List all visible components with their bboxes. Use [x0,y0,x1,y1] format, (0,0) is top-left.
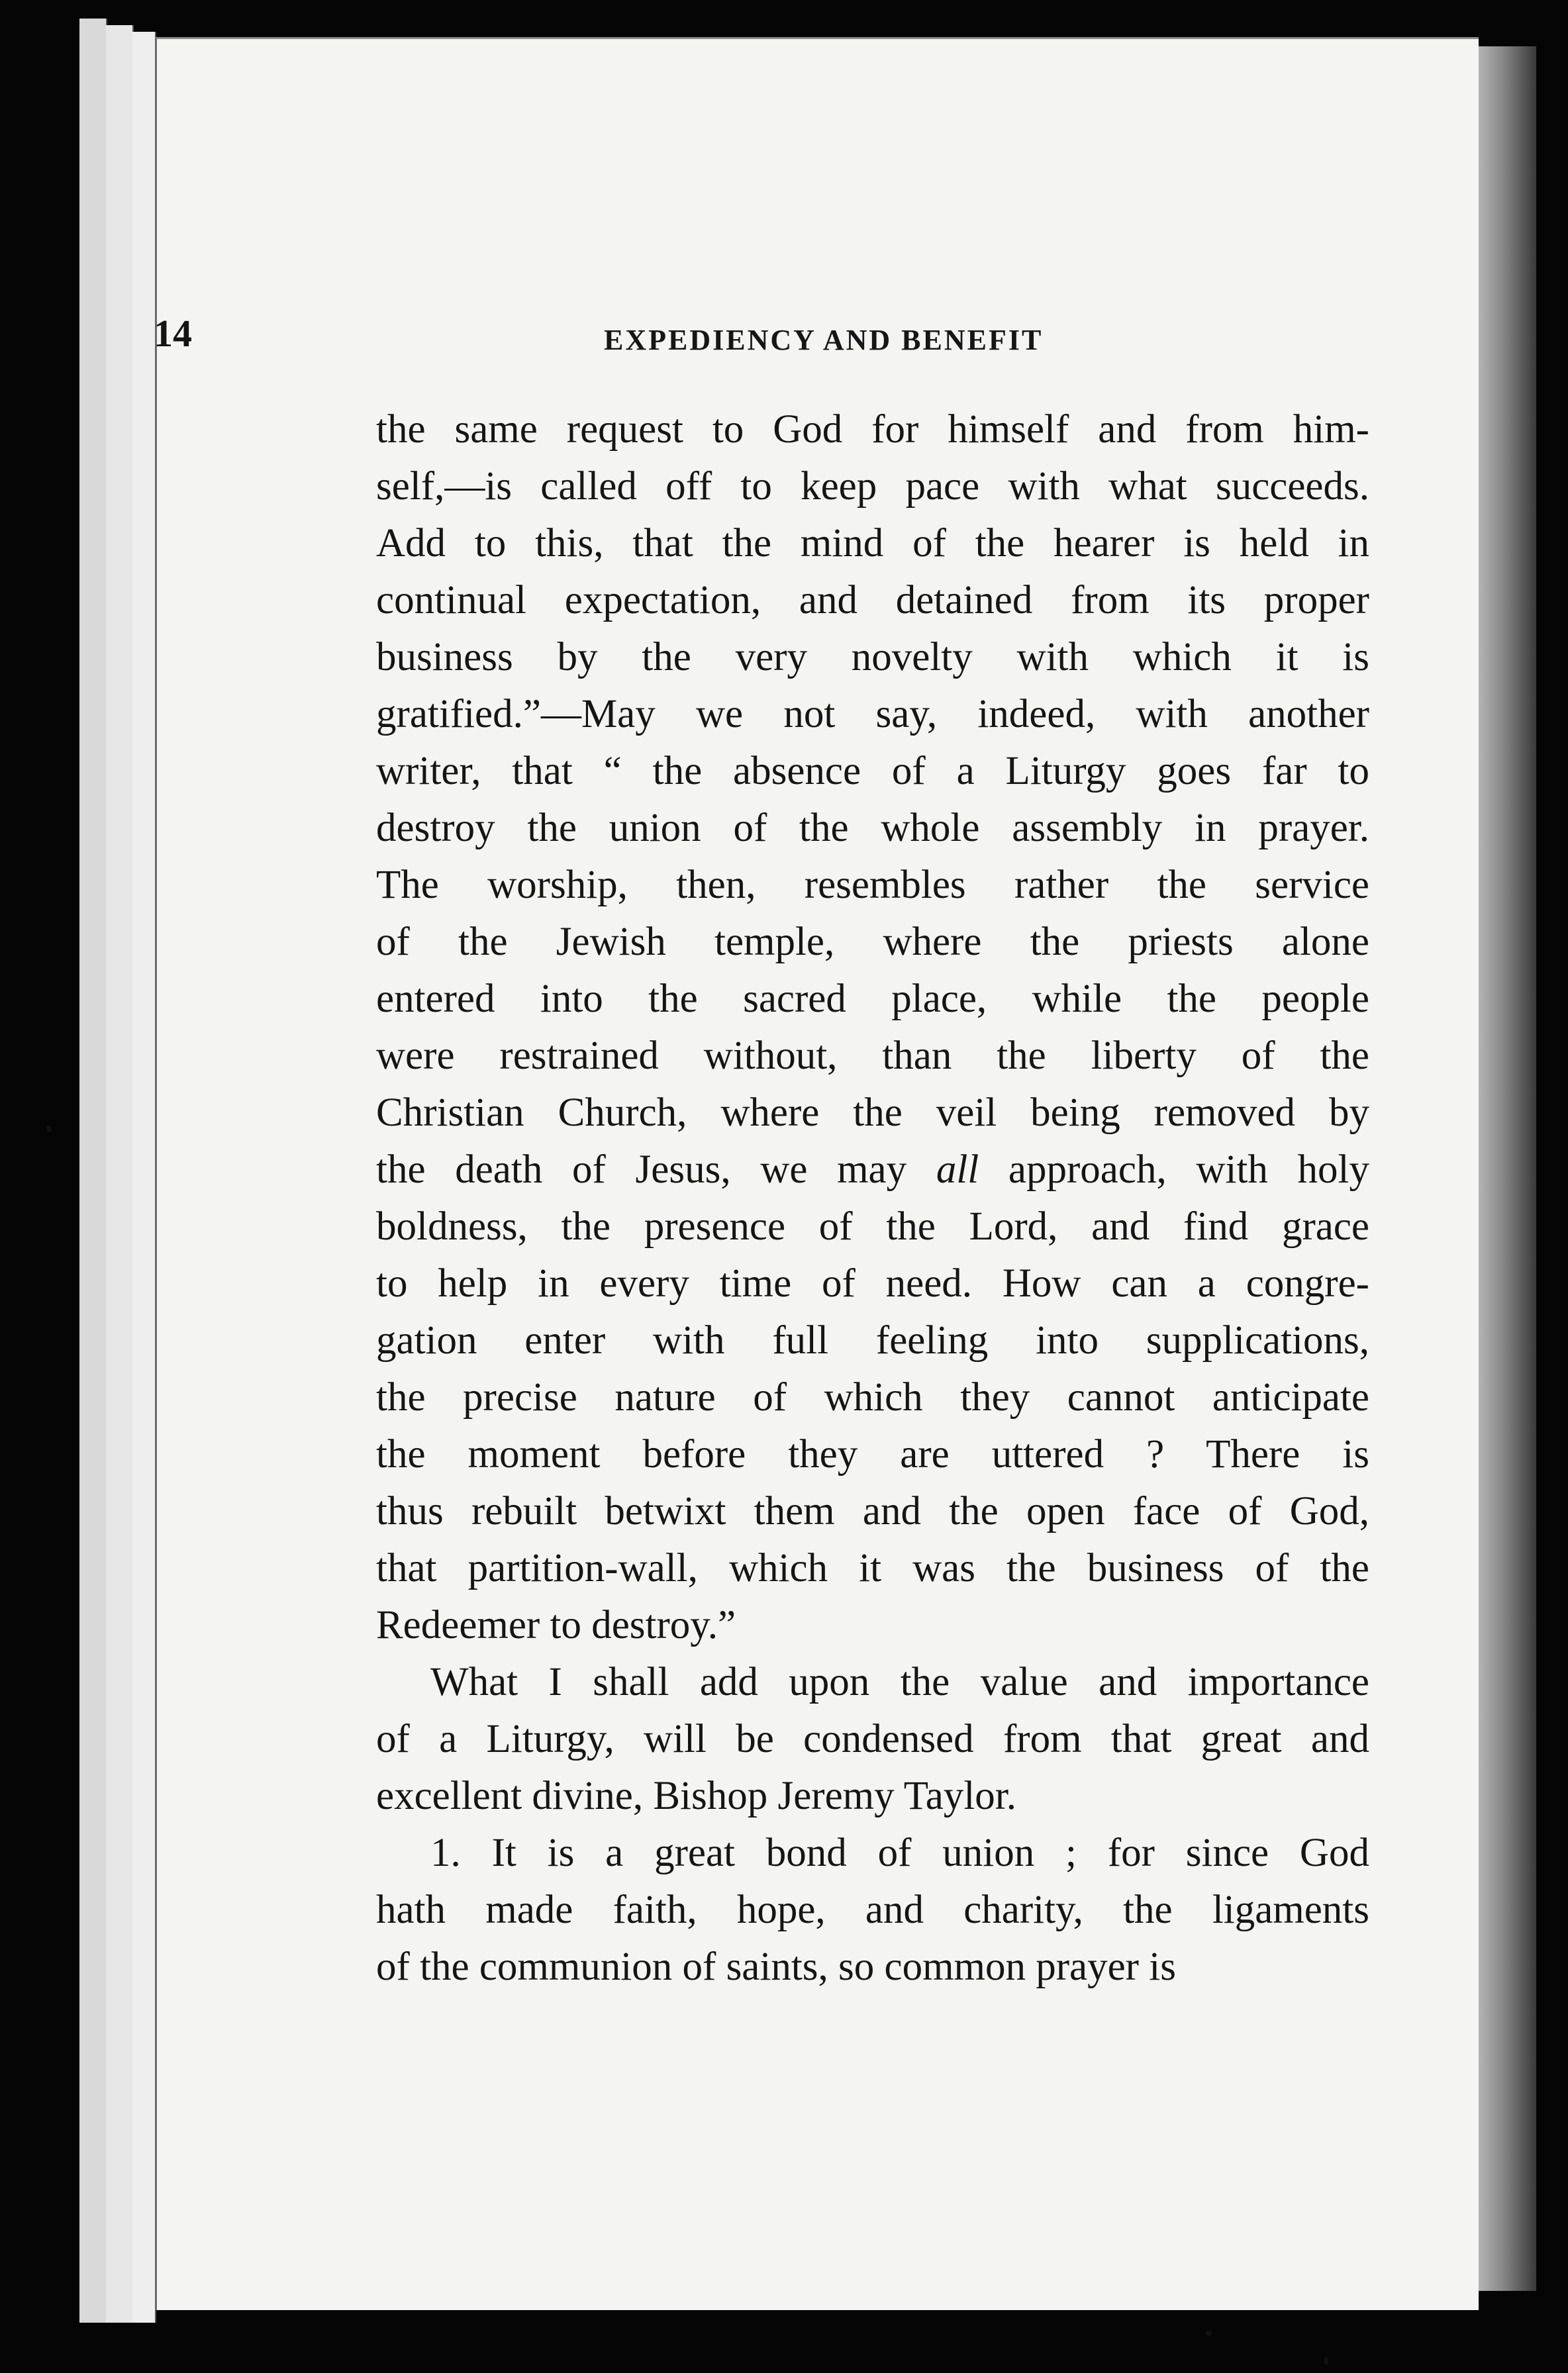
text-line: of the communion of saints, so common prayer is [376,1945,1176,1989]
text-line: What I shall add upon the value and importance [430,1660,1369,1704]
text-line: the moment before they are uttered ? There is [376,1432,1369,1477]
page-number: 14 [154,312,192,355]
text-line: continual expectation, and detained from its proper [376,578,1369,622]
text-line: 1. It is a great bond of union ; for since God [430,1831,1369,1875]
text-line: writer, that “ the absence of a Liturgy goes far to [376,749,1369,793]
text-line: gratified.”—May we not say, indeed, with another [376,692,1369,736]
text-line: boldness, the presence of the Lord, and find grace [376,1204,1369,1249]
paragraph [376,1825,1369,1996]
text-line: that partition-wall, which it was the business of the [376,1546,1369,1590]
text-line: to help in every time of need. How can a congre- [376,1261,1369,1306]
text-line: Redeemer to destroy.” [376,1603,736,1647]
scan-speck [46,1126,52,1132]
text-line: of a Liturgy, will be condensed from that great and [376,1717,1369,1761]
text-line: of the Jewish temple, where the priests alone [376,920,1369,964]
text-line: The worship, then, resembles rather the service [376,863,1369,907]
text-line: Add to this, that the mind of the hearer is held in [376,521,1369,565]
text-line: the precise nature of which they cannot anticipate [376,1375,1369,1420]
text-line: gation enter with full feeling into supplications, [376,1318,1369,1363]
text-line: were restrained without, than the liberty of the [376,1034,1369,1078]
text-line: thus rebuilt betwixt them and the open face of God, [376,1489,1369,1533]
text-line: hath made faith, hope, and charity, the ligaments [376,1888,1369,1932]
text-line: destroy the union of the whole assembly in prayer. [376,806,1369,850]
right-page-edge-shadow [1473,46,1536,2291]
text-line: entered into the sacred place, while the people [376,977,1369,1021]
scan-speck [1324,2357,1328,2365]
text-line: business by the very novelty with which it is [376,635,1369,679]
text-line: the same request to God for himself and from him- [376,407,1369,452]
body-text [376,401,1369,1996]
text-line: excellent divine, Bishop Jeremy Taylor. [376,1774,1017,1818]
text-line: Christian Church, where the veil being removed by [376,1090,1369,1135]
paragraph [376,1654,1369,1825]
page-edge [79,19,107,2323]
text-line: self,—is called off to keep pace with what succeeds. [376,464,1369,508]
scan-speck [1205,2331,1212,2336]
paragraph [376,401,1369,1654]
page-edge [132,32,156,2323]
running-head: EXPEDIENCY AND BENEFIT [604,324,1044,356]
page-edge [106,25,134,2323]
text-line: the death of Jesus, we may all approach, with holy [376,1147,1369,1192]
